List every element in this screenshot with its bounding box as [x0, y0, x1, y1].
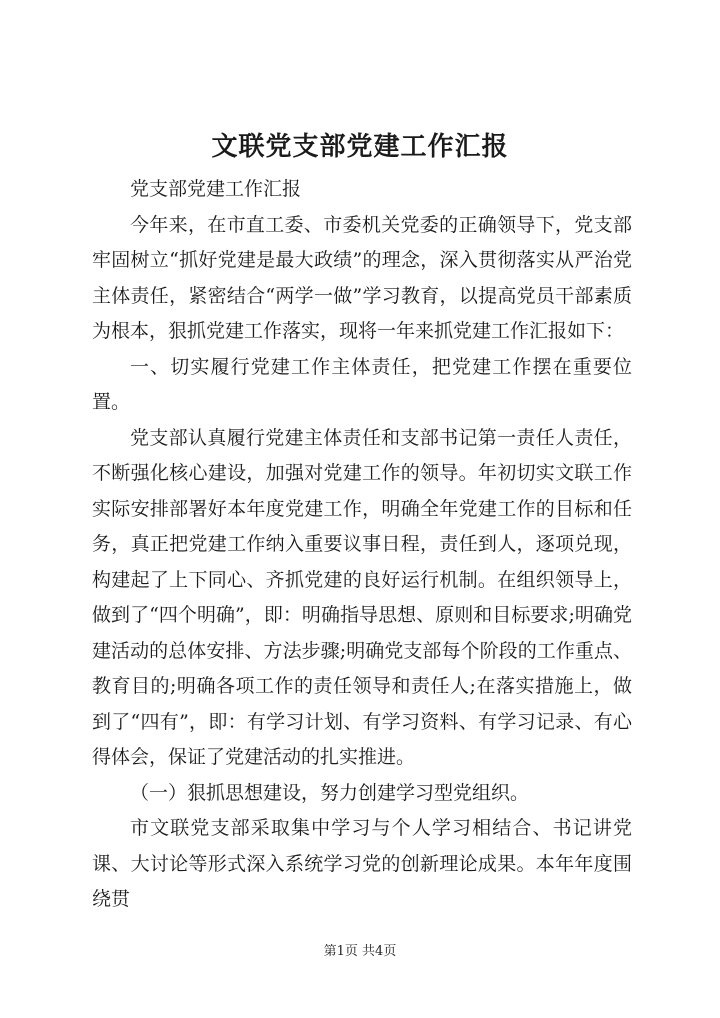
paragraph-responsibility: 党支部认真履行党建主体责任和支部书记第一责任人责任，不断强化核心建设，加强对党建工作的领导。年初切实文联工作实际安排部署好本年度党建工作，明确全年党建工作的目标和任务，真正把党建工作纳入重要议事日程，责任到人，逐项兑现，构建起了上下同心、齐抓党建的良好运行机制。在组织领导上，做到了“四个明确”，即：明确指导思想、原则和目标要求;明确党建活动的总体安排、方法步骤;明确党支部每个阶段的工作重点、教育目的;明确各项工作的责任领导和责任人;在落实措施上，做到了“四有”，即：有学习计划、有学习资料、有学习记录、有心得体会，保证了党建活动的扎实推进。: [92, 426, 632, 768]
page-number-label: 第1页 共4页: [323, 944, 397, 959]
document-body: [92, 172, 632, 918]
paragraph-study: 市文联党支部采取集中学习与个人学习相结合、书记讲党课、大讨论等形式深入系统学习党的创新理论成果。本年年度围绕贯: [92, 817, 632, 910]
subsection-heading-1: （一）狠抓思想建设，努力创建学习型党组织。: [130, 781, 530, 804]
document-title: 文联党支部党建工作汇报: [211, 132, 509, 162]
paragraph-intro: 今年来，在市直工委、市委机关党委的正确领导下，党支部牢固树立“抓好党建是最大政绩”的理念，深入贯彻落实从严治党主体责任，紧密结合“两学一做”学习教育，以提高党员干部素质为根本，狠抓党建工作落实，现将一年来抓党建工作汇报如下：: [92, 213, 632, 342]
page-footer: [0, 940, 720, 959]
paragraph-subtitle: 党支部党建工作汇报: [130, 178, 302, 200]
section-heading-1: 一、切实履行党建工作主体责任，把党建工作摆在重要位置。: [92, 355, 632, 413]
